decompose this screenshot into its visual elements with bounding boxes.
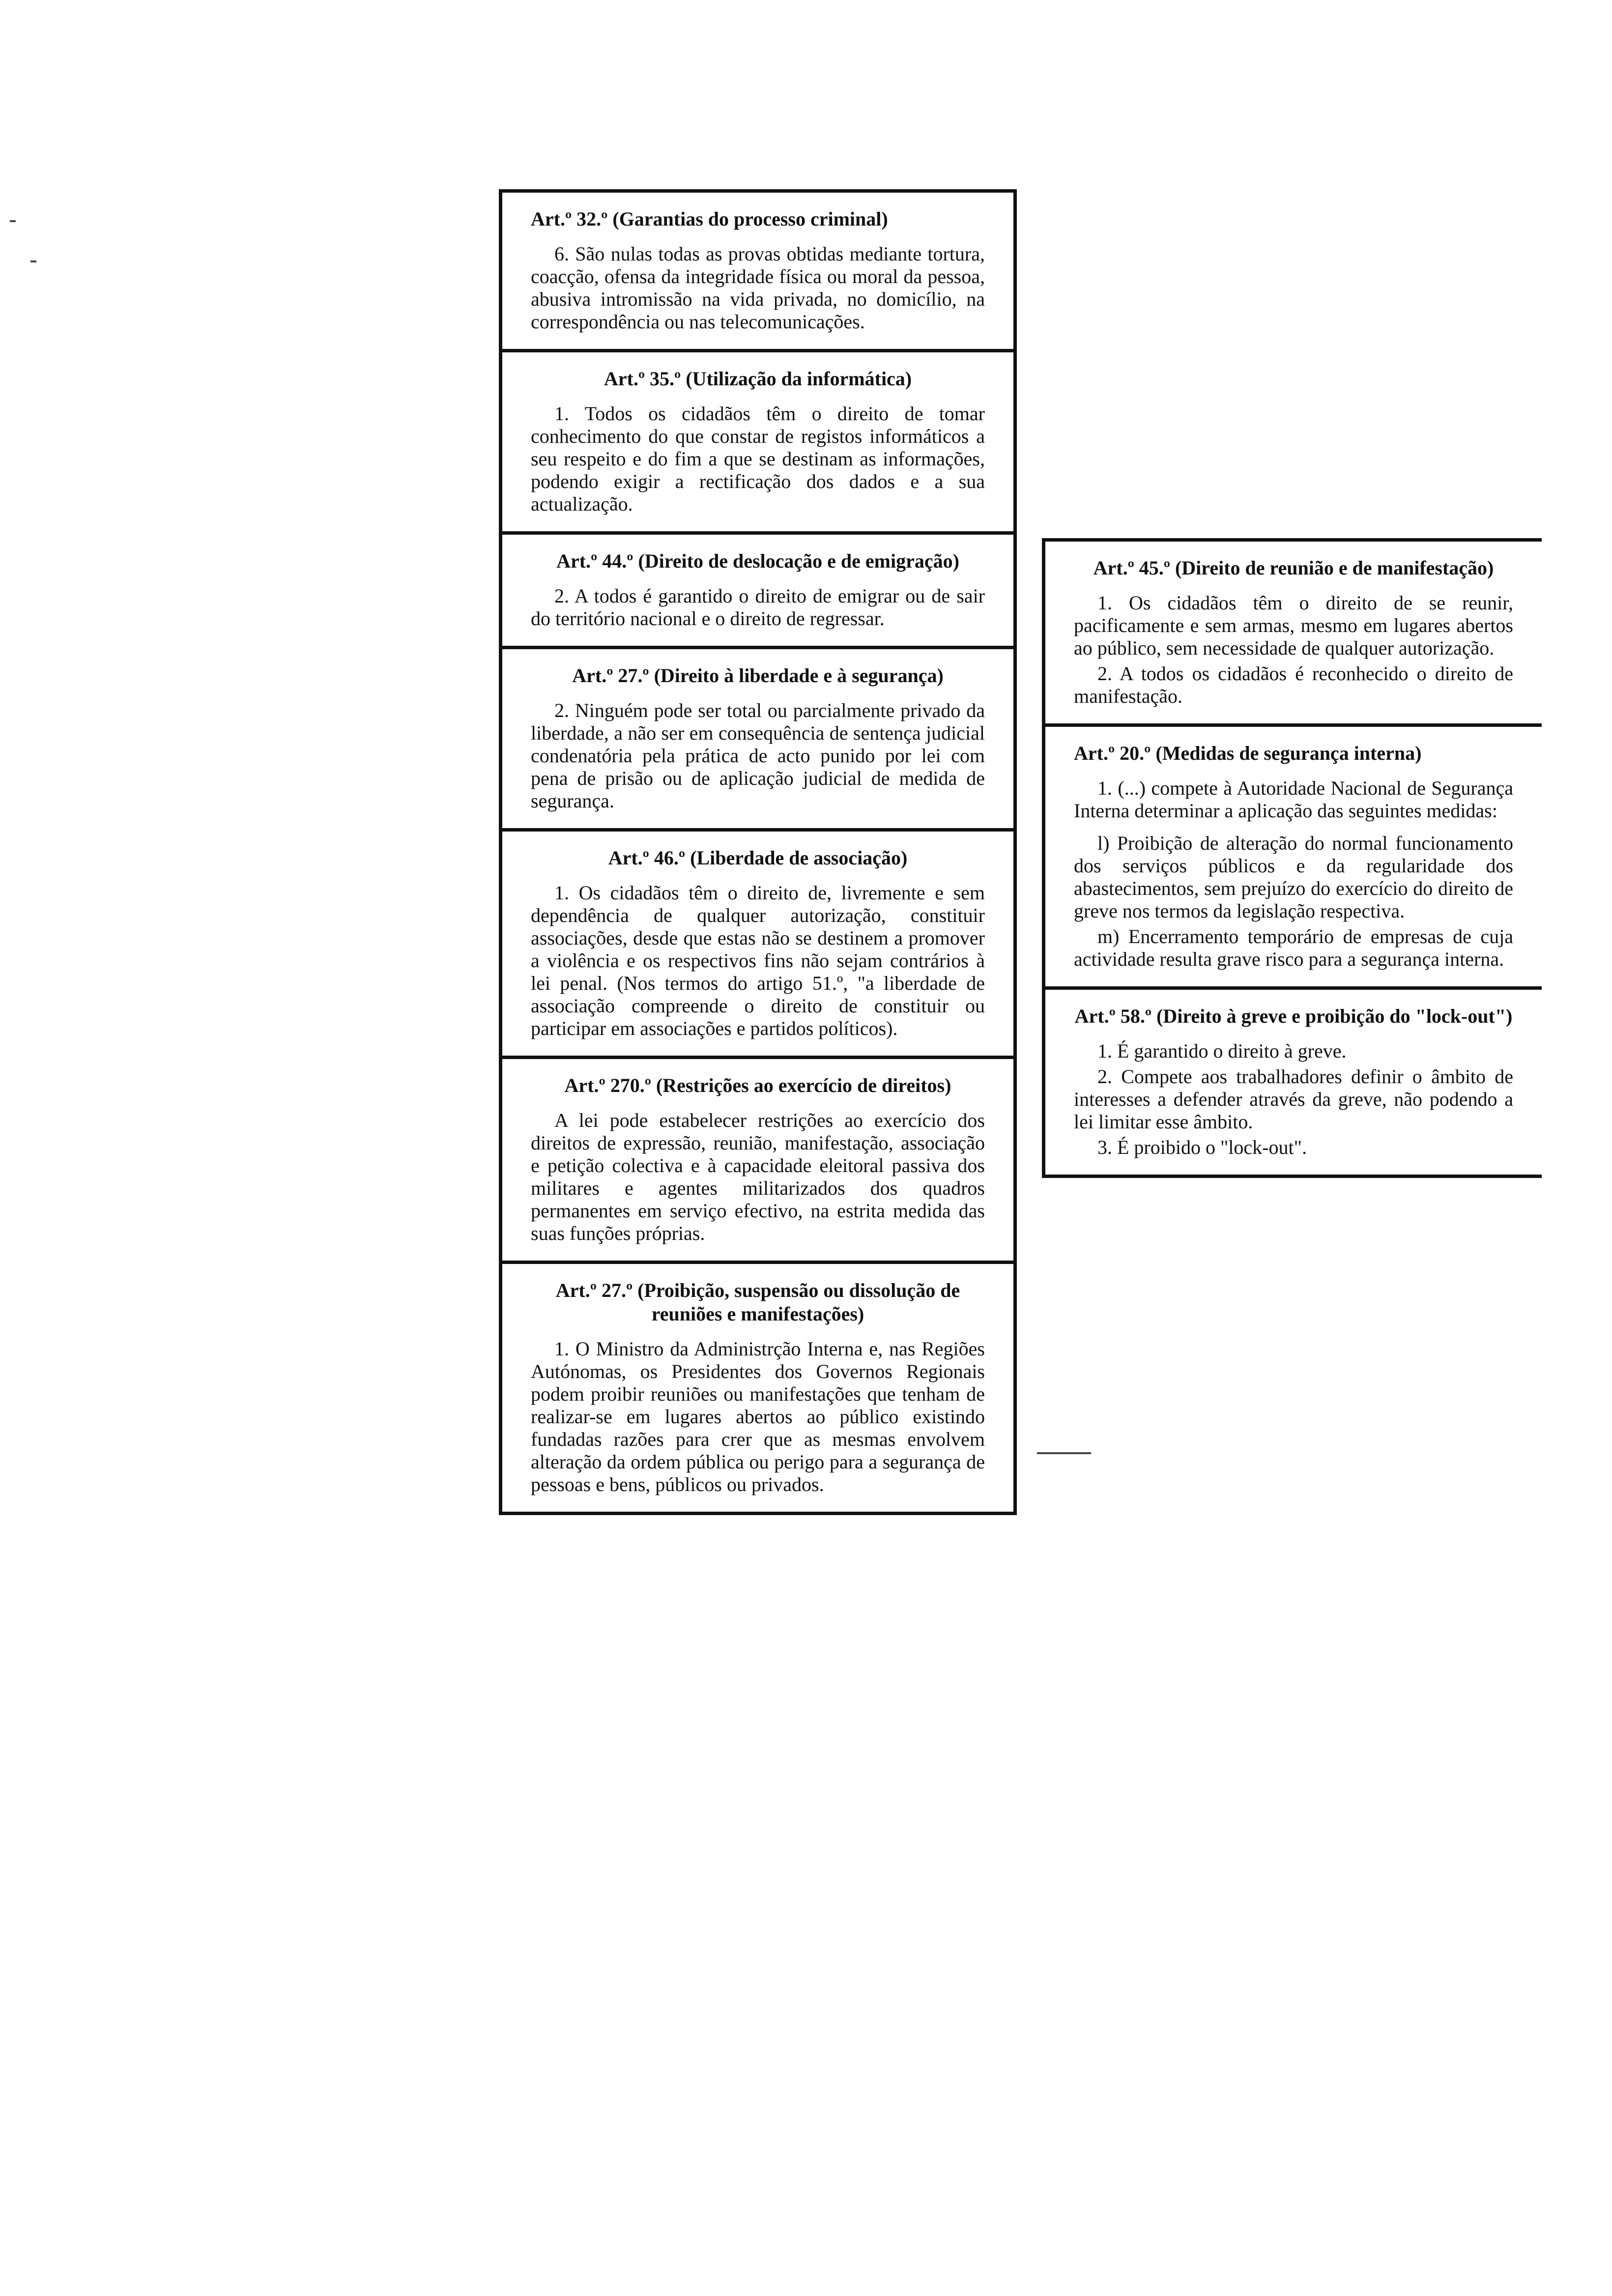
article-title: Art.º 27.º (Proibição, suspensão ou dissolução de reuniões e manifestações) [555,1279,960,1325]
article-paragraph: 1. Todos os cidadãos têm o direito de tomar conhecimento do que constar de registos informáticos a seu respeito e do fim a que se destinam as informações, podendo exigir a rectificação dos dados e a sua actualização. [531,402,985,515]
article-box-art32 [502,189,1013,349]
article-paragraph: 1. Os cidadãos têm o direito de, livremente e sem dependência de qualquer autorização, constituir associações, desde que estas não se destinem a promover a violência e os respectivos fins não sejam contrários à lei penal. (Nos termos do artigo 51.º, "a liberdade de associação compreende o direito de constituir ou participar em associações e partidos políticos). [531,882,985,1039]
article-paragraph: 1. O Ministro da Administrção Interna e, nas Regiões Autónomas, os Presidentes dos Governos Regionais podem proibir reuniões ou manifestações que tenham de realizar-se em lugares abertos ao público existindo fundadas razões para crer que as mesmas envolvem alteração da ordem pública ou perigo para a segurança de pessoas e bens, públicos ou privados. [531,1338,985,1495]
paragraph-spacer [1074,825,1513,832]
right-column [1042,538,1542,1178]
article-box-art35 [502,349,1013,531]
article-paragraph: m) Encerramento temporário de empresas de cuja actividade resulta grave risco para a segurança interna. [1074,925,1513,970]
article-title: Art.º 46.º (Liberdade de associação) [608,847,908,869]
article-box-art20 [1045,723,1542,986]
left-column [499,189,1017,1515]
article-box-art46 [502,828,1013,1056]
article-paragraph: 6. São nulas todas as provas obtidas mediante tortura, coacção, ofensa da integridade física ou moral da pessoa, abusiva intromissão na vida privada, no domicílio, na correspondência ou nas telecomunicações. [531,243,985,333]
article-box-art27-reunioes [502,1261,1013,1515]
article-title: Art.º 44.º (Direito de deslocação e de emigração) [556,550,959,572]
article-title: Art.º 270.º (Restrições ao exercício de direitos) [564,1074,951,1096]
article-title: Art.º 20.º (Medidas de segurança interna) [1074,742,1422,764]
article-box-art58 [1045,986,1542,1178]
scan-speck [30,260,36,262]
article-paragraph: 2. A todos é garantido o direito de emigrar ou de sair do território nacional e o direito de regressar. [531,585,985,630]
article-paragraph: 2. Ninguém pode ser total ou parcialmente privado da liberdade, a não ser em consequência de sentença judicial condenatória pela prática de acto punido por lei com pena de prisão ou de aplicação judicial de medida de segurança. [531,699,985,812]
article-title: Art.º 35.º (Utilização da informática) [604,368,912,390]
article-paragraph: 1. Os cidadãos têm o direito de se reunir, pacificamente e sem armas, mesmo em lugares abertos ao público, sem necessidade de qualquer autorização. [1074,592,1513,659]
article-title: Art.º 32.º (Garantias do processo criminal) [531,208,888,230]
article-paragraph: 2. A todos os cidadãos é reconhecido o direito de manifestação. [1074,662,1513,707]
article-paragraph: 2. Compete aos trabalhadores definir o âmbito de interesses a defender através da greve, não podendo a lei limitar esse âmbito. [1074,1065,1513,1133]
article-box-art270 [502,1056,1013,1261]
scan-speck [1037,1452,1091,1454]
article-paragraph: A lei pode estabelecer restrições ao exercício dos direitos de expressão, reunião, manifestação, associação e petição colectiva e à capacidade eleitoral passiva dos militares e agentes militarizados dos quadros permanentes em serviço efectivo, na estrita medida das suas funções próprias. [531,1109,985,1244]
article-box-art44 [502,531,1013,646]
scan-speck [10,220,16,222]
article-title: Art.º 45.º (Direito de reunião e de manifestação) [1093,557,1494,579]
article-title: Art.º 27.º (Direito à liberdade e à segurança) [572,664,944,687]
article-box-art27 [502,646,1013,828]
article-paragraph: 1. (...) compete à Autoridade Nacional de Segurança Interna determinar a aplicação das seguintes medidas: [1074,777,1513,822]
article-box-art45 [1045,538,1542,723]
article-paragraph: l) Proibição de alteração do normal funcionamento dos serviços públicos e da regularidade dos abastecimentos, sem prejuízo do exercício do direito de greve nos termos da legislação respectiva. [1074,832,1513,922]
article-paragraph: 3. É proibido o "lock-out". [1097,1136,1307,1158]
article-paragraph: 1. É garantido o direito à greve. [1097,1040,1347,1062]
article-title: Art.º 58.º (Direito à greve e proibição do "lock-out") [1074,1005,1513,1027]
